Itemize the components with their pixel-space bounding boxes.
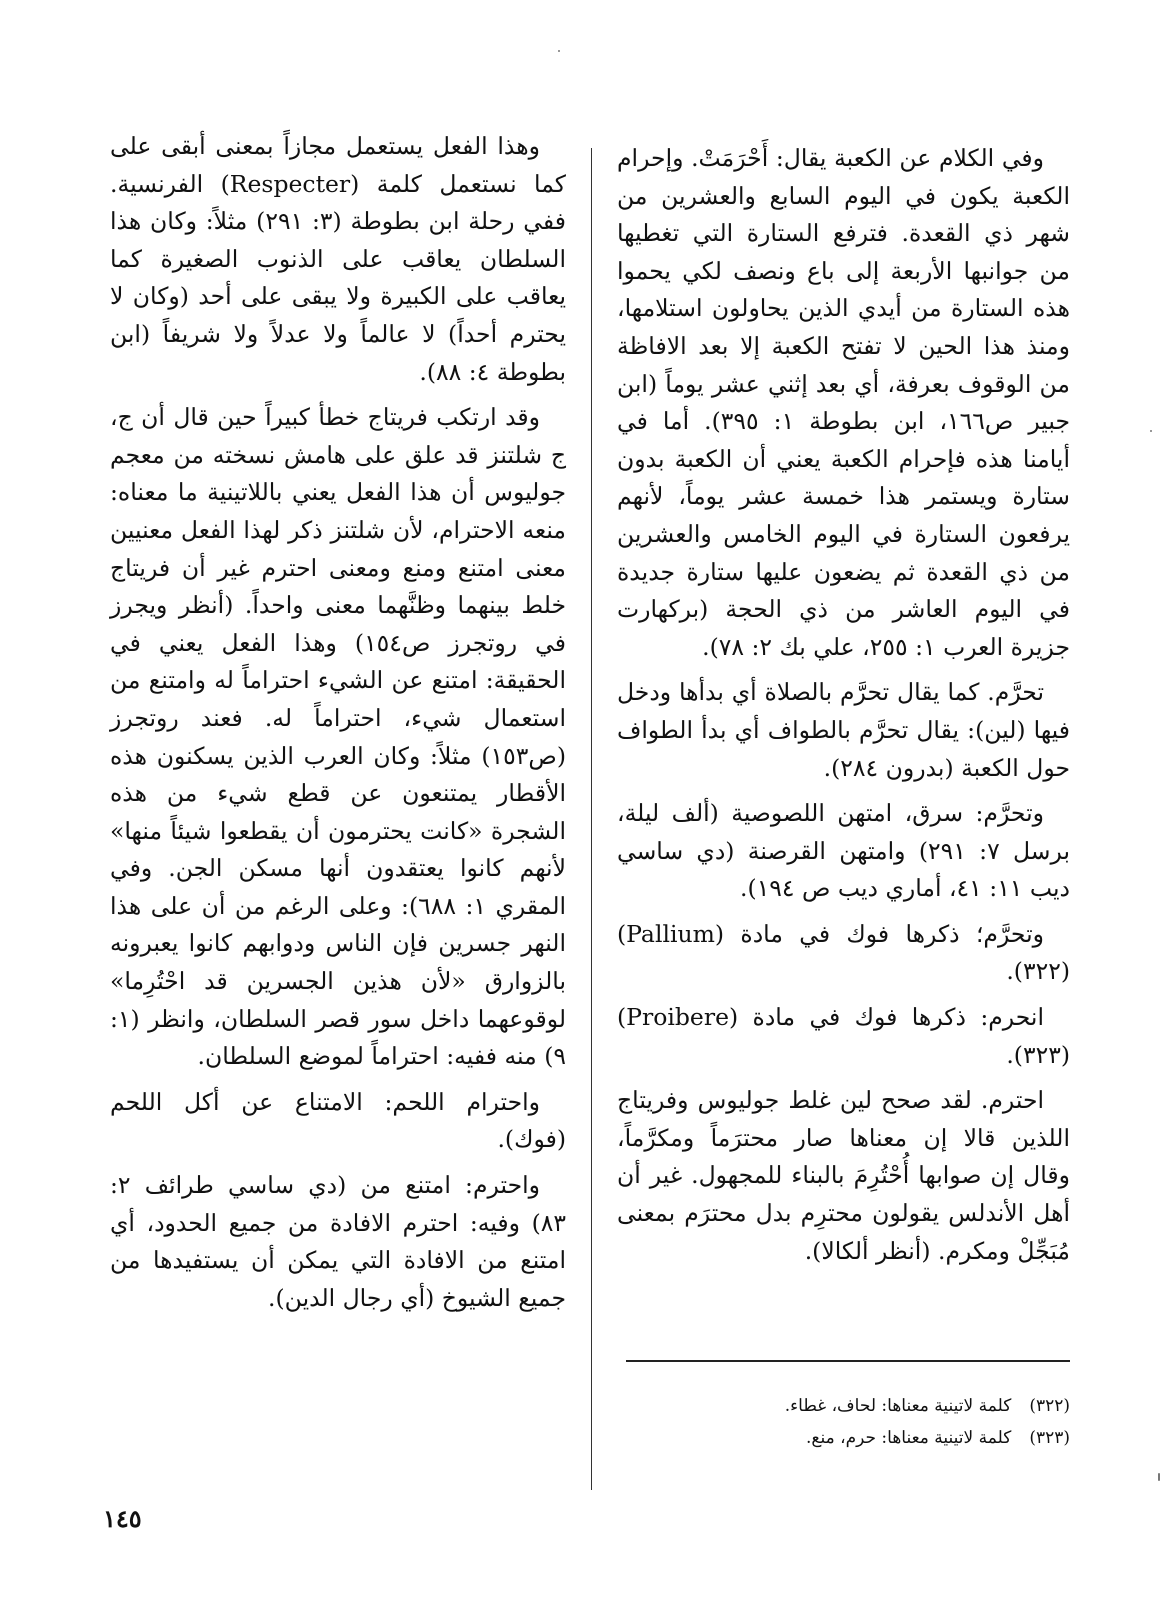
entry-ihtiram-meat: واحترام اللحم: الامتناع عن أكل اللحم (فوك). bbox=[110, 1087, 566, 1154]
entry-taharrama-pallium: وتحرَّم؛ ذكرها فوك في مادة (Pallium)(٣٢٢). bbox=[617, 919, 1070, 986]
footnote-323 bbox=[626, 1422, 1070, 1454]
entry-ihrama-kaaba: وفي الكلام عن الكعبة يقال: أَحْرَمَتْ. وإحرام الكعبة يكون في اليوم السابع والعشرين من شهر ذي القعدة. فترفع الستارة التي تغطيها من جوانبها الأربعة إلى باع ونصف لكي يحموا هذه الستارة من أيدي الذين يحاولون استلامها، ومنذ هذا الحين لا تفتح الكعبة إلا بعد الافاظة من الوقوف بعرفة، أي بعد إثني عشر يوماً (ابن جبير ص١٦٦، ابن بطوطة ١: ٣٩٥). أما في أيامنا هذه فإحرام الكعبة يعني أن الكعبة بدون ستارة ويستمر هذا خمسة عشر يوماً، لأنهم يرفعون الستارة في اليوم الخامس والعشرين من ذي القعدة ثم يضعون عليها ستارة جديدة في اليوم العاشر من ذي الحجة (بركهارت جزيرة العرب ١: ٢٥٥، علي بك ٢: ٧٨). bbox=[617, 144, 1071, 661]
scan-speck bbox=[1158, 1473, 1160, 1481]
footnote-separator bbox=[626, 1360, 1070, 1362]
footnote-number: (٣٢٣) bbox=[1029, 1428, 1070, 1448]
entry-ihtarama: احترم. لقد صحح لين غلط جوليوس وفريتاج اللذين قالا إن معناها صار محترَماً ومكرَّماً، وقال إن صوابها أُحْتُرِمَ بالبناء للمجهول. غير أن أهل الأندلس يقولون محترِم بدل محترَم بمعنى مُبَجِّلْ ومكرم. (أنظر ألكالا). bbox=[617, 1086, 1070, 1265]
page-number: ١٤٥ bbox=[103, 1504, 142, 1533]
entry-taharrama-prayer: تحرَّم. كما يقال تحرَّم بالصلاة أي بدأها ودخل فيها (لين): يقال تحرَّم بالطواف أي بدأ الطواف حول الكعبة (بدرون ٢٨٤). bbox=[617, 678, 1070, 782]
entry-ihtarama-abstain: واحترم: امتنع من (دي ساسي طرائف ٢: ٨٣) وفيه: احترم الافادة من جميع الحدود، أي امتنع من الافادة التي يمكن أن يستفيدها من جميع الشيوخ (أي رجال الدين). bbox=[110, 1171, 566, 1312]
entry-ihtarama-respect: وهذا الفعل يستعمل مجازاً بمعنى أبقى على كما نستعمل كلمة (Respecter) الفرنسية. ففي رحلة ابن بطوطة (٣: ٢٩١) مثلاً: وكان هذا السلطان يعاقب على الذنوب الصغيرة كما يعاقب على الكبيرة ولا يبقى على أحد (وكان لا يحترم أحداً) لا عالماً ولا عدلاً ولا شريفاً (ابن بطوطة ٤: ٨٨). bbox=[110, 132, 566, 386]
entry-taharrama-theft: وتحرَّم: سرق، امتهن اللصوصية (ألف ليلة، برسل ٧: ٢٩١) وامتهن القرصنة (دي ساسي ديب ١١: ٤١، أماري ديب ص ١٩٤). bbox=[617, 799, 1070, 903]
entry-inharama: انحرم: ذكرها فوك في مادة (Proibere)(٣٢٣). bbox=[617, 1003, 1070, 1069]
footnote-text: كلمة لاتينية معناها: حرم، منع. bbox=[806, 1428, 1012, 1448]
right-text-column bbox=[617, 140, 1070, 1278]
scan-speck bbox=[558, 50, 560, 52]
left-text-column bbox=[110, 128, 566, 1325]
scan-speck bbox=[1150, 430, 1152, 432]
footnotes bbox=[626, 1390, 1070, 1454]
footnote-322 bbox=[626, 1390, 1070, 1422]
entry-freytag-error: وقد ارتكب فريتاج خطأ كبيراً حين قال أن ج، ج شلتنز قد علق على هامش نسخته من معجم جوليوس أن هذا الفعل يعني باللاتينية ما معناه: منعه الاحترام، لأن شلتنز ذكر لهذا الفعل معنيين معنى امتنع ومنع ومعنى احترم غير أن فريتاج خلط بينهما وظنَّهما معنى واحداً. (أنظر ويجرز في روتجرز ص١٥٤) وهذا الفعل يعني في الحقيقة: امتنع عن الشيء احتراماً له وامتنع من استعمال شيء، احتراماً له. فعند روتجرز (ص١٥٣) مثلاً: وكان العرب الذين يسكنون هذه الأقطار يمتنعون عن قطع شيء من هذه الشجرة «كانت يحترمون أن يقطعوا شيئاً منها» لأنهم كانوا يعتقدون أنها مسكن الجن. وفي المقري ١: ٦٨٨): وعلى الرغم من أن على هذا النهر جسرين فإن الناس ودوابهم كانوا يعبرونه بالزوارق «لأن هذين الجسرين قد احْتُرِما» لوقوعهما داخل سور قصر السلطان، وانظر (١: ٩) منه ففيه: احتراماً لموضع السلطان. bbox=[110, 403, 567, 1071]
column-divider bbox=[591, 148, 592, 1490]
footnote-number: (٣٢٢) bbox=[1029, 1396, 1070, 1416]
footnote-text: كلمة لاتينية معناها: لحاف، غطاء. bbox=[784, 1396, 1012, 1416]
